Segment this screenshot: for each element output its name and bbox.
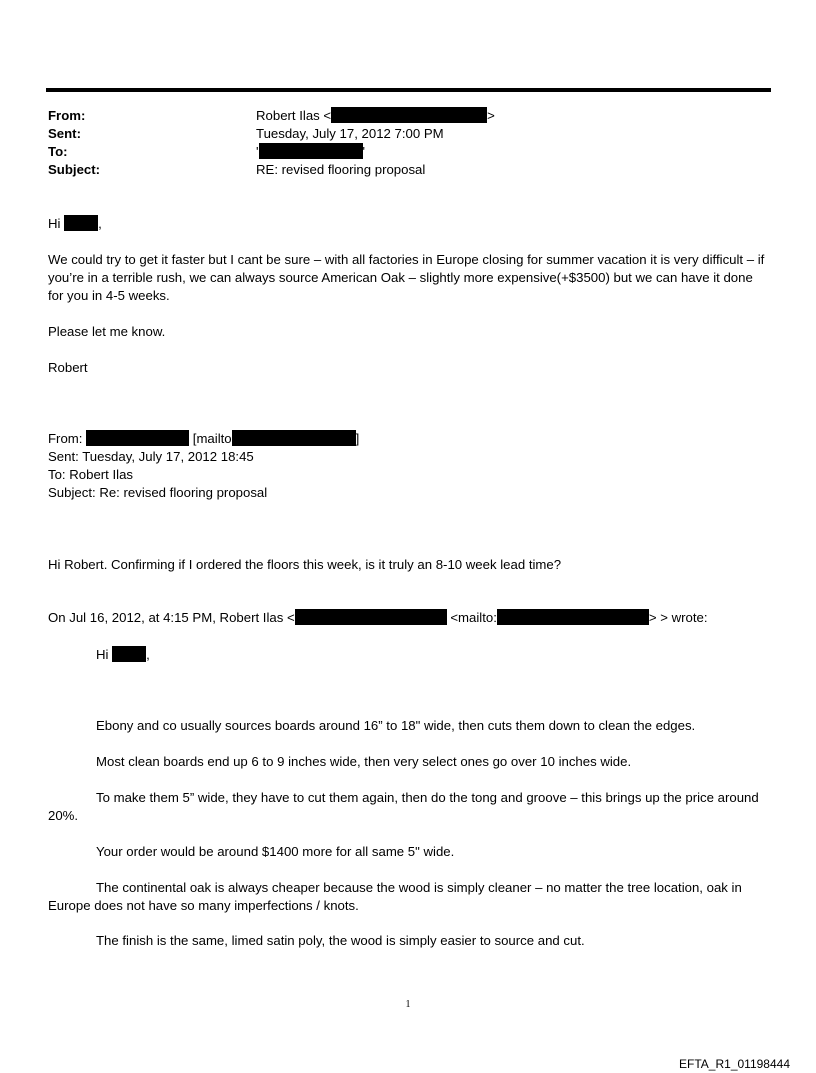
redaction-box [86,430,189,446]
greeting-prefix: Hi [48,216,61,231]
sent-value: Tuesday, July 17, 2012 7:00 PM [256,126,444,141]
from-value [256,107,495,125]
to-value [256,143,365,161]
greeting-suffix: , [98,216,102,231]
redaction-box [295,609,447,625]
from-label: From: [48,108,86,123]
body-paragraph: We could try to get it faster but I cant be sure – with all factories in Europe closing for summer vacation it is very difficult – if you’re in a terrible rush, we can always source American Oak – slightly more expensive(+$3500) but we can have it done for you in 4-5 weeks. [48,252,765,303]
quoted-intro [48,609,708,627]
quoted-greeting-prefix: Hi [96,647,109,662]
mailto-suffix: ] [355,431,360,446]
redaction-box [232,430,356,446]
quoted-intro-mid: <mailto: [450,610,497,625]
quoted-paragraph: Your order would be around $1400 more for all same 5" wide. [96,844,455,859]
to-value-suffix: ' [362,144,366,159]
forwarded-subject-line: Subject: Re: revised flooring proposal [48,485,268,500]
greeting [48,215,102,233]
quoted-paragraph: To make them 5” wide, they have to cut them again, then do the tong and groove – this brings up the price around 20%. [48,790,759,823]
subject-value: RE: revised flooring proposal [256,162,426,177]
redaction-box [112,646,146,662]
redaction-box [259,143,363,159]
body-paragraph: Please let me know. [48,324,166,339]
sent-label: Sent: [48,126,81,141]
redaction-box [331,107,487,123]
mailto-prefix: [mailto [192,431,232,446]
forwarded-to-line: To: Robert Ilas [48,467,134,482]
quoted-intro-prefix: On Jul 16, 2012, at 4:15 PM, Robert Ilas < [48,610,295,625]
signature: Robert [48,360,88,375]
quoted-paragraph: The continental oak is always cheaper because the wood is simply cleaner – no matter the tree location, oak in Europe does not have so many imperfections / knots. [48,880,742,913]
bates-number: EFTA_R1_01198444 [679,1057,790,1071]
from-value-suffix: > [487,108,495,123]
forwarded-message: Hi Robert. Confirming if I ordered the floors this week, is it truly an 8-10 week lead time? [48,557,562,572]
redaction-box [64,215,98,231]
page-number: 1 [405,999,411,1010]
forwarded-from-label: From: [48,431,83,446]
quoted-paragraph: Most clean boards end up 6 to 9 inches wide, then very select ones go over 10 inches wide. [96,754,632,769]
quoted-paragraph: The finish is the same, limed satin poly, the wood is simply easier to source and cut. [96,933,585,948]
to-label: To: [48,144,68,159]
forwarded-from-line [48,430,359,448]
from-value-prefix: Robert Ilas < [256,108,332,123]
subject-label: Subject: [48,162,101,177]
to-value-prefix: ' [256,144,259,159]
forwarded-sent-line: Sent: Tuesday, July 17, 2012 18:45 [48,449,254,464]
quoted-paragraph: Ebony and co usually sources boards around 16” to 18" wide, then cuts them down to clean the edges. [96,718,696,733]
header-rule [46,88,771,92]
quoted-greeting [96,646,150,664]
quoted-intro-suffix: > > wrote: [648,610,708,625]
redaction-box [497,609,649,625]
quoted-greeting-suffix: , [146,647,150,662]
